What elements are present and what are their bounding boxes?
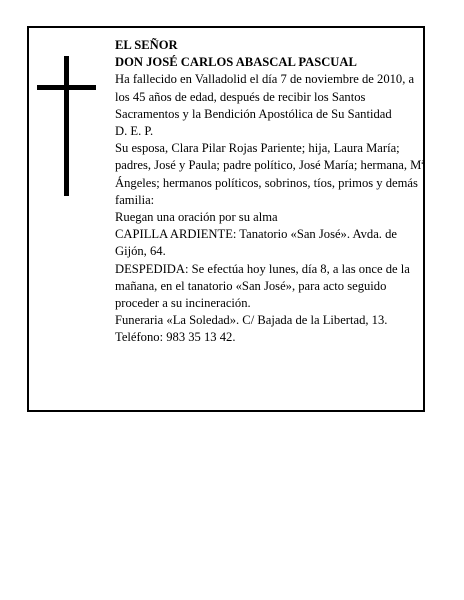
chapel-info: CAPILLA ARDIENTE: Tanatorio «San José». Avda. de Gijón, 64. — [115, 227, 397, 259]
funeral-home-info: Funeraria «La Soledad». C/ Bajada de la Libertad, 13. Teléfono: 983 35 13 42. — [115, 313, 388, 345]
farewell-info: DESPEDIDA: Se efectúa hoy lunes, día 8, a las once de la mañana, en el tanatorio «San José», para acto seguido proceder a su incineración. — [115, 261, 410, 311]
rest-in-peace: D. E. P. — [115, 124, 154, 139]
cross-vertical-bar — [64, 56, 69, 196]
deceased-name: DON JOSÉ CARLOS ABASCAL PASCUAL — [115, 55, 357, 70]
obituary-text — [115, 37, 427, 347]
death-announcement: Ha fallecido en Valladolid el día 7 de noviembre de 2010, a los 45 años de edad, después de recibir los Santos Sacramentos y la Bendición Apostólica de Su Santidad — [115, 72, 415, 121]
notice-title: EL SEÑOR — [115, 38, 178, 52]
family-list: Su esposa, Clara Pilar Rojas Pariente; hija, Laura María; padres, José y Paula; padre político, José María; hermana, Mª Ángeles; hermanos políticos, sobrinos, tíos, primos y demás familia: — [115, 141, 425, 207]
cross-horizontal-bar — [37, 85, 96, 90]
prayer-request: Ruegan una oración por su alma — [115, 210, 278, 225]
